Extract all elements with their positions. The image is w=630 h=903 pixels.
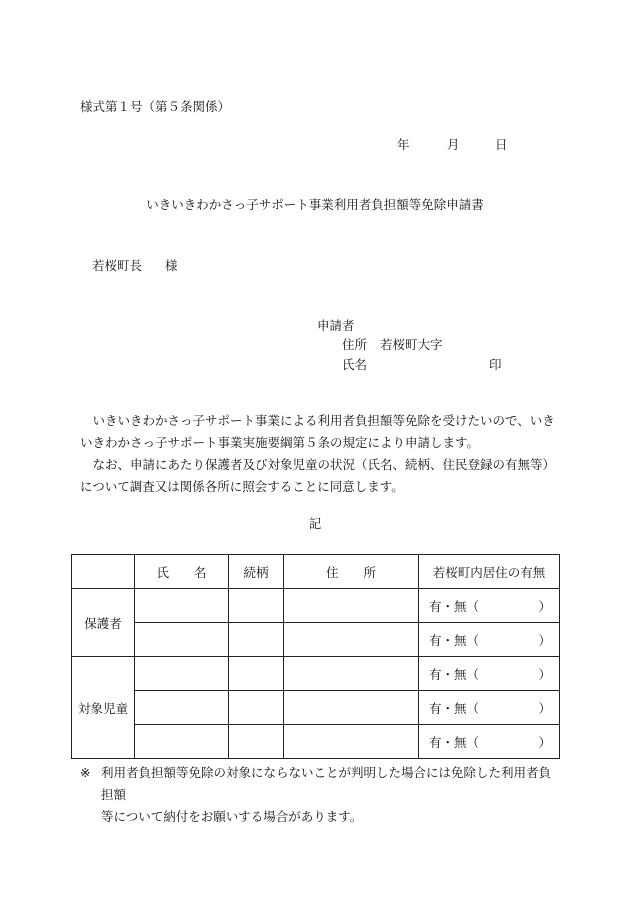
name-cell[interactable] [135,725,229,759]
form-number: 様式第１号（第５条関係） [80,99,231,114]
presence-option: 有・無（ [429,632,480,648]
presence-close: ） [538,598,551,614]
presence-option: 有・無（ [429,598,480,614]
residence-cell[interactable] [419,623,560,657]
group-label-guardian: 保護者 [72,589,135,657]
reference-mark: ※ [80,765,91,780]
seal-mark: 印 [489,357,502,372]
status-table [71,554,560,759]
footnote-line: 利用者負担額等免除の対象にならないことが判明した場合には免除した利用者負担額 [101,765,552,802]
ki-heading: 記 [308,516,322,531]
name-cell[interactable] [135,589,229,623]
name-cell[interactable] [135,691,229,725]
header-cell-name: 氏 名 [135,555,229,589]
address-cell[interactable] [284,691,419,725]
addressee-honorific: 様 [165,258,178,273]
relation-cell[interactable] [229,691,284,725]
relation-cell[interactable] [229,623,284,657]
address-cell[interactable] [284,589,419,623]
body-paragraph: なお、申請にあたり保護者及び対象児童の状況（氏名、続柄、住民登録の有無等）について調査又は関係各所に照会することに同意します。 [80,457,556,494]
applicant-heading: 申請者 [317,318,355,333]
address-cell[interactable] [284,623,419,657]
date-month: 月 [447,137,460,152]
body-text [80,410,558,498]
presence-close: ） [538,666,551,682]
presence-option: 有・無（ [429,700,480,716]
residence-cell[interactable] [419,725,560,759]
applicant-name-label: 氏名 [342,357,368,372]
header-cell-residence: 若桜町内居住の有無 [419,555,560,589]
date-year: 年 [397,137,410,152]
document-title: いきいきわかさっ子サポート事業利用者負担額等免除申請書 [146,197,484,212]
table-row [72,623,560,657]
residence-cell[interactable] [419,589,560,623]
addressee-name: 若桜町長 [92,258,143,273]
presence-option: 有・無（ [429,734,480,750]
name-cell[interactable] [135,657,229,691]
table-header-row [72,555,560,589]
header-cell-relation: 続柄 [229,555,284,589]
address-cell[interactable] [284,725,419,759]
address-cell[interactable] [284,657,419,691]
table-row [72,657,560,691]
residence-cell[interactable] [419,657,560,691]
group-label-child: 対象児童 [72,657,135,759]
presence-close: ） [538,700,551,716]
presence-close: ） [538,632,551,648]
presence-option: 有・無（ [429,666,480,682]
residence-cell[interactable] [419,691,560,725]
header-cell-blank [72,555,135,589]
relation-cell[interactable] [229,657,284,691]
body-paragraph: いきいきわかさっ子サポート事業による利用者負担額等免除を受けたいので、いきいきわかさっ子サポート事業実施要綱第５条の規定により申請します。 [80,413,555,450]
table-row [72,589,560,623]
table-row [72,725,560,759]
relation-cell[interactable] [229,589,284,623]
header-cell-address: 住 所 [284,555,419,589]
relation-cell[interactable] [229,725,284,759]
footnote-line: 等について納付をお願いする場合があります。 [101,809,363,824]
presence-close: ） [538,734,551,750]
applicant-address-label: 住所 [342,337,368,352]
name-cell[interactable] [135,623,229,657]
footnote [80,762,560,828]
applicant-address-value: 若桜町大字 [380,337,443,352]
date-day: 日 [495,137,508,152]
table-row [72,691,560,725]
